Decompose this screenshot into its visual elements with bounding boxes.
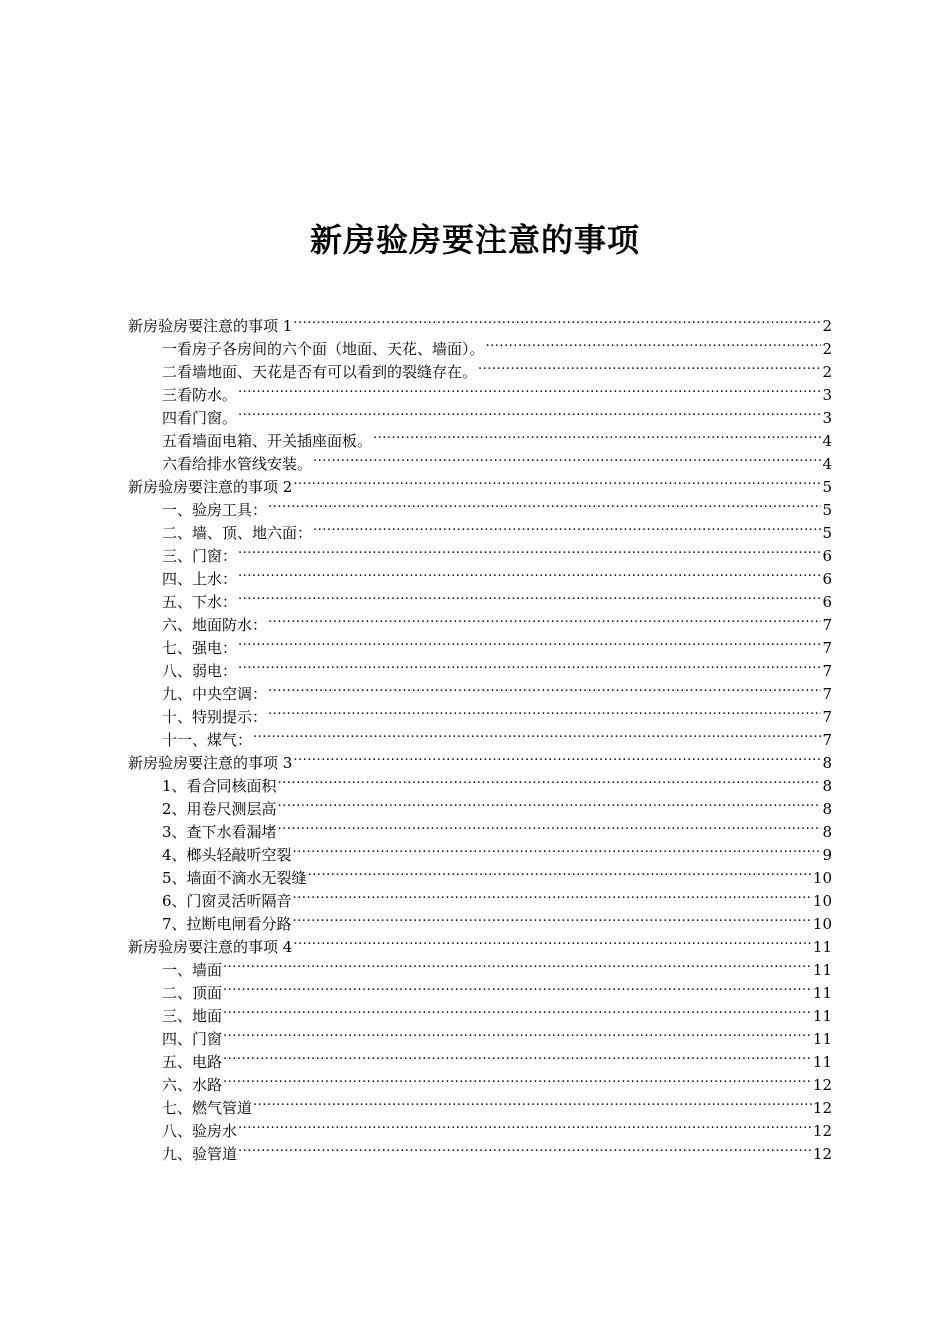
toc-page-number: 12	[812, 1099, 832, 1117]
toc-entry-label: 九、验管道	[162, 1145, 238, 1163]
toc-dot-leader	[223, 952, 812, 975]
toc-entry-label: 二看墙地面、天花是否有可以看到的裂缝存在。	[162, 363, 478, 381]
toc-subsection-entry[interactable]	[128, 1021, 832, 1048]
toc-dot-leader	[238, 584, 821, 607]
toc-entry-label: 八、验房水	[162, 1122, 238, 1140]
toc-page-number: 5	[822, 501, 832, 519]
toc-dot-leader	[238, 377, 821, 400]
toc-page-number: 10	[812, 892, 832, 910]
toc-dot-leader	[278, 791, 822, 814]
toc-page-number: 7	[822, 616, 832, 634]
toc-entry-label: 四看门窗。	[162, 409, 238, 427]
toc-page-number: 11	[812, 938, 832, 956]
toc-page-number: 11	[812, 1030, 832, 1048]
toc-dot-leader	[223, 975, 812, 998]
toc-dot-leader	[293, 906, 812, 929]
toc-dot-leader	[293, 469, 821, 492]
toc-page-number: 11	[812, 984, 832, 1002]
toc-entry-label: 1、看合同核面积	[162, 777, 277, 795]
toc-entry-label: 一、墙面	[162, 961, 223, 979]
toc-subsection-entry[interactable]	[128, 975, 832, 1002]
toc-dot-leader	[293, 929, 812, 952]
toc-page-number: 4	[822, 432, 832, 450]
toc-dot-leader	[278, 814, 822, 837]
toc-page-number: 11	[812, 1007, 832, 1025]
toc-entry-label: 十、特别提示：	[162, 708, 268, 726]
toc-page-number: 7	[822, 708, 832, 726]
toc-dot-leader	[293, 883, 812, 906]
toc-dot-leader	[238, 1113, 812, 1136]
toc-page-number: 7	[822, 731, 832, 749]
toc-page-number: 7	[822, 662, 832, 680]
toc-entry-label: 三看防水。	[162, 386, 238, 404]
toc-page-number: 3	[822, 386, 832, 404]
toc-entry-label: 3、查下水看漏堵	[162, 823, 277, 841]
toc-page-number: 5	[822, 524, 832, 542]
toc-entry-label: 五看墙面电箱、开关插座面板。	[162, 432, 373, 450]
toc-page-number: 9	[822, 846, 832, 864]
toc-entry-label: 5、墙面不滴水无裂缝	[162, 869, 307, 887]
toc-page-number: 6	[822, 570, 832, 588]
toc-entry-label: 七、燃气管道	[162, 1099, 253, 1117]
toc-entry-label: 新房验房要注意的事项 2	[128, 478, 293, 496]
toc-dot-leader	[223, 1067, 812, 1090]
toc-entry-label: 六、地面防水：	[162, 616, 268, 634]
toc-entry-label: 7、拉断电闸看分路	[162, 915, 292, 933]
toc-dot-leader	[238, 538, 821, 561]
toc-entry-label: 一、验房工具：	[162, 501, 268, 519]
toc-entry-label: 新房验房要注意的事项 3	[128, 754, 293, 772]
toc-page-number: 2	[822, 363, 832, 381]
toc-dot-leader	[313, 446, 821, 469]
toc-page-number: 11	[812, 961, 832, 979]
toc-dot-leader	[253, 1090, 812, 1113]
toc-entry-label: 四、上水：	[162, 570, 238, 588]
toc-page-number: 10	[812, 915, 832, 933]
toc-page-number: 6	[822, 547, 832, 565]
toc-page-number: 2	[822, 317, 832, 335]
toc-dot-leader	[223, 1021, 812, 1044]
toc-entry-label: 一看房子各房间的六个面（地面、天花、墙面）。	[162, 340, 485, 358]
toc-entry-label: 五、电路	[162, 1053, 223, 1071]
toc-dot-leader	[293, 745, 821, 768]
toc-dot-leader	[223, 998, 812, 1021]
toc-dot-leader	[238, 400, 821, 423]
toc-page-number: 4	[822, 455, 832, 473]
toc-dot-leader	[478, 354, 821, 377]
toc-entry-label: 五、下水：	[162, 593, 238, 611]
toc-page-number: 7	[822, 639, 832, 657]
toc-dot-leader	[313, 515, 821, 538]
toc-page-number: 8	[822, 754, 832, 772]
toc-dot-leader	[278, 768, 822, 791]
toc-page-number: 3	[822, 409, 832, 427]
document-title: 新房验房要注意的事项	[309, 221, 640, 259]
toc-dot-leader	[293, 308, 821, 331]
toc-page-number: 7	[822, 685, 832, 703]
toc-dot-leader	[268, 676, 821, 699]
toc-page-number: 2	[822, 340, 832, 358]
toc-entry-label: 九、中央空调：	[162, 685, 268, 703]
toc-dot-leader	[268, 492, 821, 515]
toc-dot-leader	[268, 699, 821, 722]
toc-entry-label: 三、门窗：	[162, 547, 238, 565]
toc-section-entry[interactable]	[128, 308, 832, 335]
toc-page-number: 12	[812, 1122, 832, 1140]
toc-page-number: 5	[822, 478, 832, 496]
toc-dot-leader	[238, 1136, 812, 1159]
toc-subsection-entry[interactable]	[128, 1090, 832, 1117]
toc-subsection-entry[interactable]	[128, 1044, 832, 1071]
toc-page-number: 8	[822, 823, 832, 841]
toc-dot-leader	[373, 423, 821, 446]
toc-entry-label: 六看给排水管线安装。	[162, 455, 313, 473]
toc-entry-label: 七、强电：	[162, 639, 238, 657]
toc-page-number: 6	[822, 593, 832, 611]
table-of-contents	[128, 308, 832, 1163]
toc-entry-label: 新房验房要注意的事项 4	[128, 938, 293, 956]
toc-page-number: 12	[812, 1145, 832, 1163]
toc-dot-leader	[238, 630, 821, 653]
toc-dot-leader	[223, 1044, 812, 1067]
toc-entry-label: 4、榔头轻敲听空裂	[162, 846, 292, 864]
toc-dot-leader	[253, 722, 821, 745]
toc-page-number: 10	[812, 869, 832, 887]
toc-subsection-entry[interactable]	[128, 1067, 832, 1094]
toc-entry-label: 2、用卷尺测层高	[162, 800, 277, 818]
toc-dot-leader	[308, 860, 812, 883]
toc-entry-label: 二、墙、顶、地六面：	[162, 524, 313, 542]
toc-dot-leader	[238, 561, 821, 584]
toc-page-number: 8	[822, 777, 832, 795]
toc-entry-label: 八、弱电：	[162, 662, 238, 680]
toc-entry-label: 6、门窗灵活听隔音	[162, 892, 292, 910]
toc-dot-leader	[268, 607, 821, 630]
toc-page-number: 8	[822, 800, 832, 818]
toc-subsection-entry[interactable]	[128, 998, 832, 1025]
toc-entry-label: 十一、煤气：	[162, 731, 253, 749]
toc-page-number: 12	[812, 1076, 832, 1094]
toc-subsection-entry[interactable]	[128, 952, 832, 979]
toc-dot-leader	[293, 837, 822, 860]
toc-page-number: 11	[812, 1053, 832, 1071]
toc-entry-label: 四、门窗	[162, 1030, 223, 1048]
toc-entry-label: 三、地面	[162, 1007, 223, 1025]
toc-entry-label: 二、顶面	[162, 984, 223, 1002]
toc-dot-leader	[238, 653, 821, 676]
toc-entry-label: 新房验房要注意的事项 1	[128, 317, 293, 335]
toc-entry-label: 六、水路	[162, 1076, 223, 1094]
toc-dot-leader	[486, 331, 822, 354]
